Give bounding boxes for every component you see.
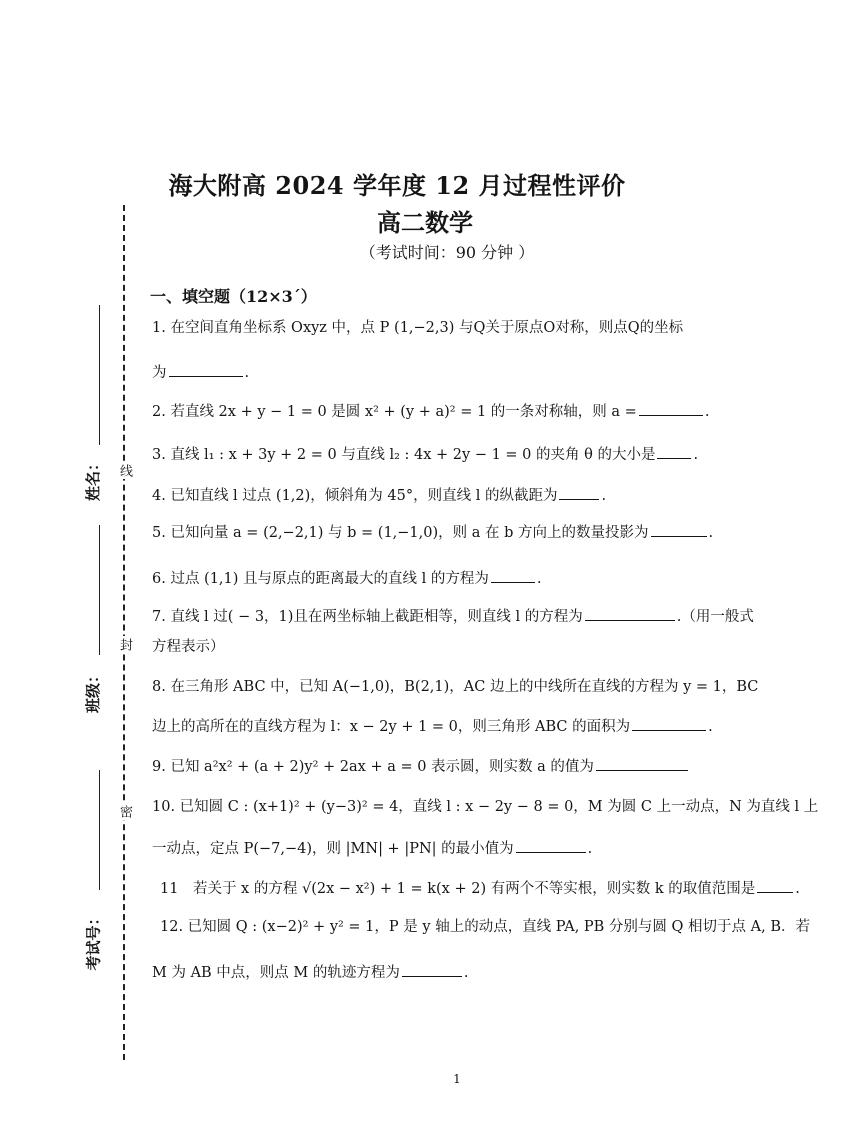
question-2-end: . [704,404,710,420]
question-5-end: . [708,525,714,541]
question-3-end: . [693,447,699,463]
question-10-text: 一动点，定点 P(−7,−4)，则 |MN| + |PN| 的最小值为 [152,841,514,857]
question-12-end: . [463,965,469,981]
question-3 [152,444,752,463]
question-2 [152,401,752,420]
question-8-end: . [708,719,713,735]
question-5 [152,522,752,541]
answer-blank [559,485,599,500]
answer-blank [651,522,707,537]
question-1-line-1: 1. 在空间直角坐标系 Oxyz 中，点 P (1,−2,3) 与Q关于原点O对称，则点Q的坐标 [152,320,684,336]
binding-char-line: 线 [117,464,132,477]
binding-char-seal: 封 [117,638,132,651]
class-label: 班级： [84,667,103,714]
name-label: 姓名： [84,455,103,502]
exam-number-label: 考试号： [84,910,103,971]
question-2-text: 2. 若直线 2x + y − 1 = 0 是圆 x² + (y + a)² = 1 的一条对称轴，则 a = [152,404,637,420]
answer-blank [632,716,706,731]
question-12-text: M 为 AB 中点，则点 M 的轨迹方程为 [152,965,400,981]
question-7-text: 7. 直线 l 过( − 3，1)且在两坐标轴上截距相等，则直线 l 的方程为 [152,609,583,625]
question-1-end: . [244,365,250,381]
answer-blank [516,838,586,853]
question-10-line-1: 10. 已知圆 C : (x+1)² + (y−3)² = 4，直线 l : x − 2y − 8 = 0，M 为圆 C 上一动点，N 为直线 l 上 [152,799,819,815]
question-7-line-2: 方程表示） [152,639,225,655]
question-11-text: 11 若关于 x 的方程 √(2x − x²) + 1 = k(x + 2) 有两个不等实根，则实数 k 的取值范围是 [160,881,756,897]
question-6 [152,568,752,587]
binding-dashed-line [123,205,125,1060]
answer-blank [169,362,243,377]
question-1-prefix: 为 [152,365,167,381]
answer-blank [657,444,691,459]
page-number: 1 [453,1072,461,1086]
question-4-end: . [601,488,607,504]
question-9-text: 9. 已知 a²x² + (a + 2)y² + 2ax + a = 0 表示圆，则实数 a 的值为 [152,759,594,775]
question-1-line-2 [152,362,752,381]
question-10-end: . [587,841,593,857]
question-8-line-1: 8. 在三角形 ABC 中，已知 A(−1,0)，B(2,1)，AC 边上的中线所在直线的方程为 y = 1，BC [152,679,759,695]
question-6-text: 6. 过点 (1,1) 且与原点的距离最大的直线 l 的方程为 [152,571,489,587]
question-9 [152,756,752,775]
question-3-text: 3. 直线 l₁ : x + 3y + 2 = 0 与直线 l₂ : 4x + 2y − 1 = 0 的夹角 θ 的大小是 [152,447,656,463]
answer-blank [639,401,703,416]
question-11 [160,878,800,897]
question-7-line-1 [152,606,752,625]
question-7-end: .（用一般式 [676,609,754,625]
class-fill-line [99,525,100,655]
name-fill-line [99,305,100,445]
exam-time: （考试时间：90 分钟 ） [359,243,535,262]
question-12-line-1: 12. 已知圆 Q : (x−2)² + y² = 1，P 是 y 轴上的动点，直线 PA, PB 分别与圆 Q 相切于点 A, B．若 [160,919,810,935]
section-heading: 一、填空题（12×3ˊ） [150,287,317,306]
answer-blank [402,962,462,977]
answer-blank [491,568,535,583]
question-4 [152,485,752,504]
binding-char-mi: 密 [117,805,132,818]
subject-title: 高二数学 [377,208,473,237]
question-11-end: . [795,881,800,897]
exam-title: 海大附高 2024 学年度 12 月过程性评价 [168,171,626,200]
answer-blank [585,606,675,621]
exam-number-fill-line [99,770,100,890]
answer-blank [596,756,688,771]
question-5-text: 5. 已知向量 a = (2,−2,1) 与 b = (1,−1,0)，则 a 在 b 方向上的数量投影为 [152,525,649,541]
answer-blank [757,878,793,893]
question-10-line-2 [152,838,752,857]
question-6-end: . [536,571,542,587]
question-4-text: 4. 已知直线 l 过点 (1,2)，倾斜角为 45°，则直线 l 的纵截距为 [152,488,558,504]
question-8-text: 边上的高所在的直线方程为 l：x − 2y + 1 = 0，则三角形 ABC 的面积为 [152,719,631,735]
question-12-line-2 [152,962,752,981]
question-8-line-2 [152,716,752,735]
